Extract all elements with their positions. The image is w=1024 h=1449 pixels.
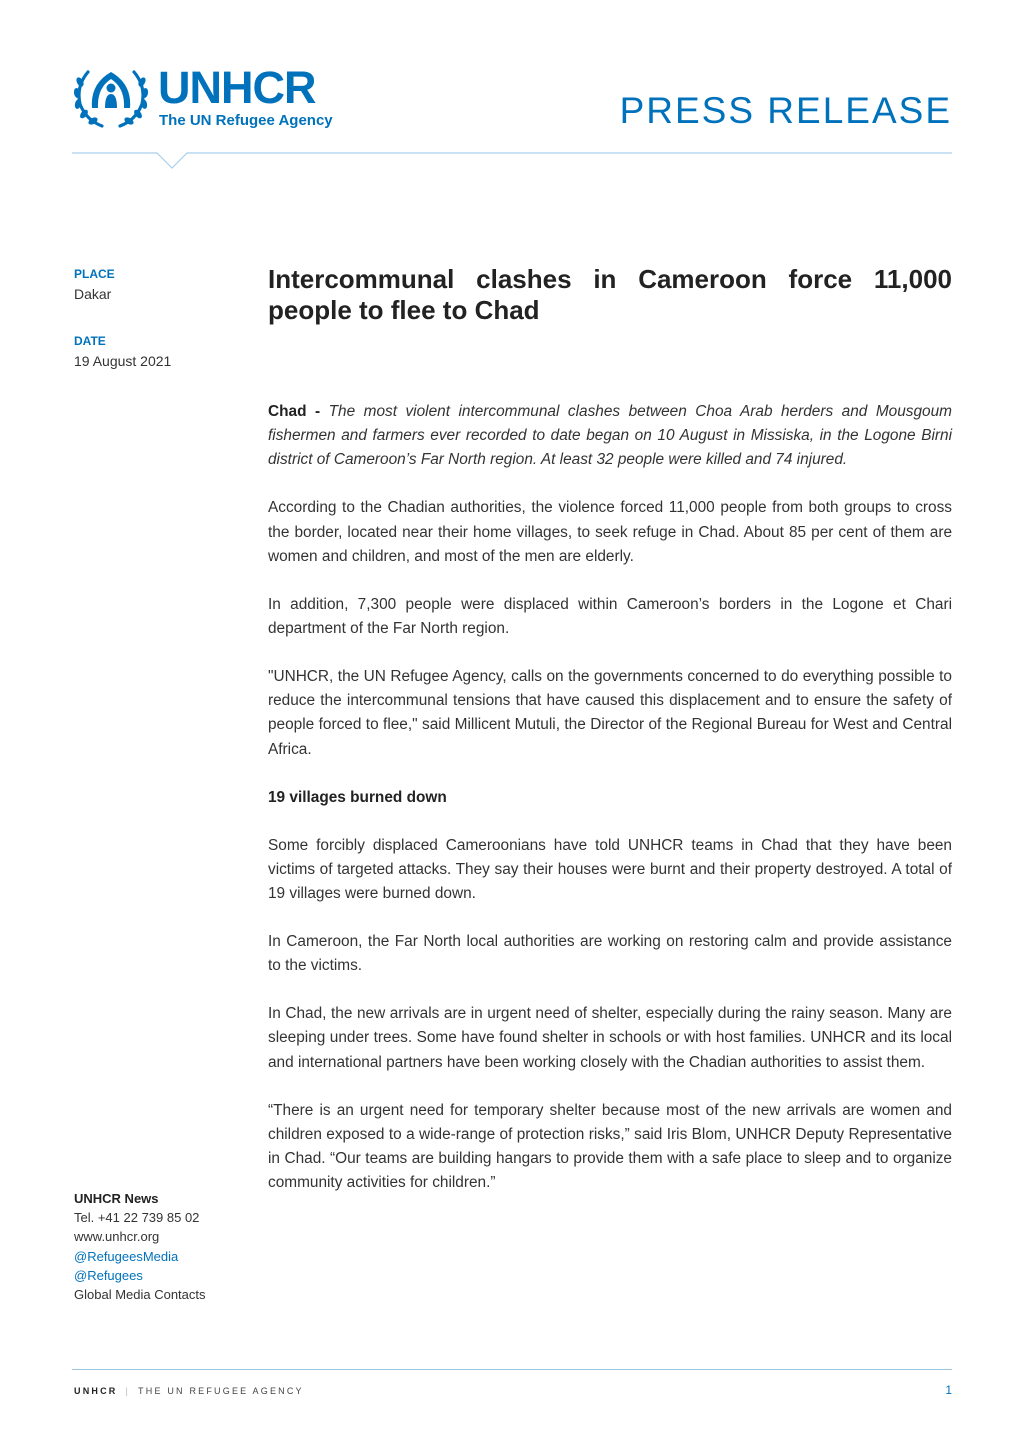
place-value: Dakar: [74, 286, 112, 302]
contact-block: [74, 1189, 254, 1304]
paragraph: In Cameroon, the Far North local authorities are working on restoring calm and provide assistance to the victims.: [268, 933, 952, 975]
footer-tagline: THE UN REFUGEE AGENCY: [138, 1386, 304, 1396]
footer-divider: [72, 1369, 952, 1370]
paragraph: “There is an urgent need for temporary shelter because most of the new arrivals are women and children exposed to a wide-range of protection risks,” said Iris Blom, UNHCR Deputy Representative in Chad. “Our teams are building hangars to provide them with a safe place to sleep and to organize community activities for children.”: [268, 1101, 952, 1192]
twitter-refugeesmedia-link[interactable]: @RefugeesMedia: [74, 1248, 179, 1264]
logo-wordmark: UNHCR: [158, 62, 316, 113]
paragraph: Some forcibly displaced Cameroonians have told UNHCR teams in Chad that they have been victims of targeted attacks. They say their houses were burnt and their property destroyed. A total of 19 villages were burned down.: [268, 836, 952, 903]
paragraph: In addition, 7,300 people were displaced within Cameroon’s borders in the Logone et Chari department of the Far North region.: [268, 595, 952, 638]
footer-separator: |: [125, 1386, 131, 1396]
article-body: [268, 400, 952, 1219]
unhcr-emblem-icon: [72, 64, 150, 130]
footer-branding: [74, 1385, 304, 1397]
unhcr-logo: [72, 64, 352, 134]
page-number: 1: [945, 1383, 952, 1397]
paragraph: In Chad, the new arrivals are in urgent need of shelter, especially during the rainy season. Many are sleeping under trees. Some have found shelter in schools or with host families. UNHCR and its local and international partners have been working closely with the Chadian authorities to assist them.: [268, 1005, 952, 1071]
press-release-title: PRESS RELEASE: [619, 90, 952, 131]
footer-brand: UNHCR: [74, 1386, 118, 1396]
intro-text: The most violent intercommunal clashes between Choa Arab herders and Mousgoum fishermen and farmers ever recorded to date began on 10 August in Missiska, in the Logone Birni district of Cameroon’s Far North region. At least 32 people were killed and 74 injured.: [268, 403, 952, 469]
twitter-refugees-link[interactable]: @Refugees: [74, 1267, 143, 1283]
place-label: PLACE: [74, 267, 115, 281]
contact-website-link[interactable]: www.unhcr.org: [74, 1229, 160, 1245]
global-media-contacts-link[interactable]: Global Media Contacts: [74, 1287, 206, 1303]
section-subheading: 19 villages burned down: [268, 788, 447, 806]
header-divider: [72, 152, 952, 172]
paragraph: According to the Chadian authorities, the violence forced 11,000 people from both groups to cross the border, located near their home villages, to seek refuge in Chad. About 85 per cent of them are women and children, and most of the men are elderly.: [268, 499, 952, 565]
logo-tagline: The UN Refugee Agency: [159, 112, 333, 129]
dateline: Chad -: [268, 403, 321, 420]
date-label: DATE: [74, 334, 106, 348]
paragraph-intro: [268, 400, 952, 473]
contact-title: UNHCR News: [74, 1191, 159, 1206]
headline: Intercommunal clashes in Cameroon force 11,000 people to flee to Chad: [268, 264, 952, 325]
date-value: 19 August 2021: [74, 353, 172, 369]
contact-phone: Tel. +41 22 739 85 02: [74, 1210, 200, 1226]
paragraph: "UNHCR, the UN Refugee Agency, calls on the governments concerned to do everything possible to reduce the intercommunal tensions that have caused this displacement and to ensure the safety of people forced to flee," said Millicent Mutuli, the Director of the Regional Bureau for West and Central Africa.: [268, 668, 952, 758]
